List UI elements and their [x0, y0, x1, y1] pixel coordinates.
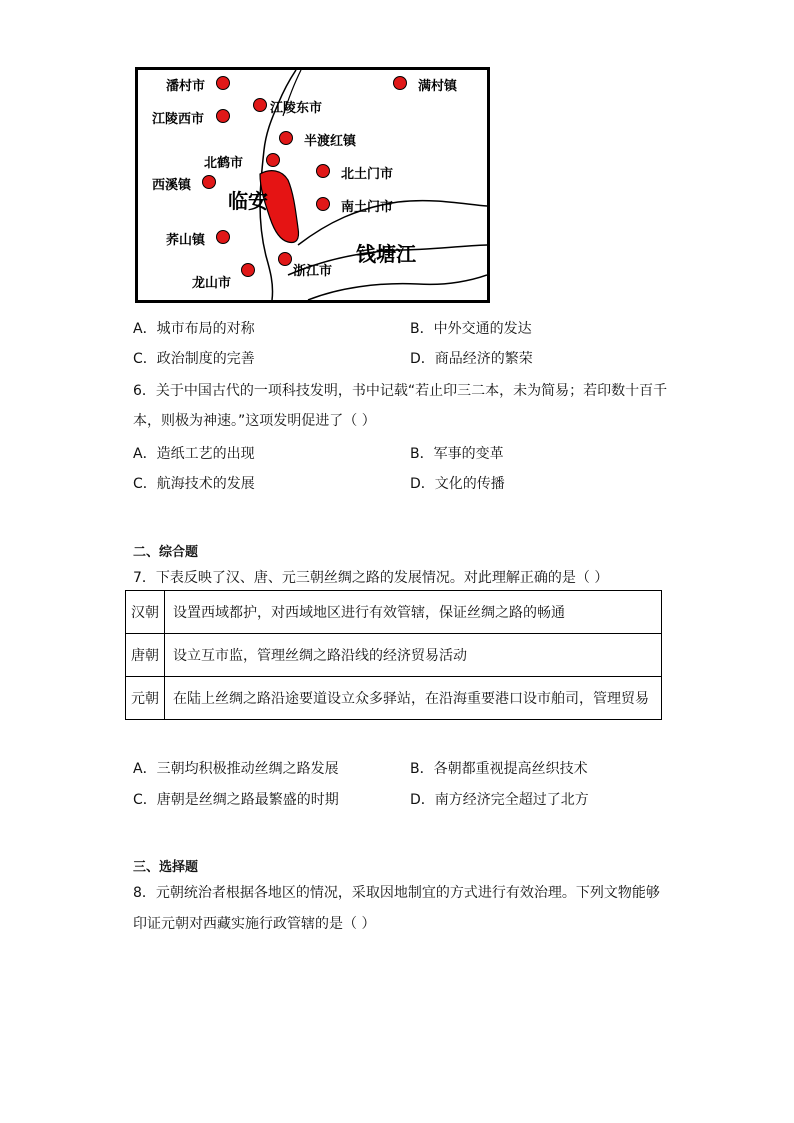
label-bandu: 半渡红镇 [304, 134, 357, 149]
q7-option-c: C．唐朝是丝绸之路最繁盛的时期 [133, 792, 339, 808]
label-xixi: 西溪镇 [152, 178, 192, 193]
label-linan: 临安 [228, 189, 268, 213]
q6-option-b: B．军事的变革 [410, 446, 504, 462]
label-beihe: 北鹤市 [204, 156, 244, 171]
q5-option-d: D．商品经济的繁荣 [410, 351, 533, 367]
content-cell: 设置西域都护，对西域地区进行有效管辖，保证丝绸之路的畅通 [165, 591, 662, 634]
dot-jiangling-xi [217, 110, 230, 123]
dot-mancun [394, 77, 407, 90]
q6-option-c: C．航海技术的发展 [133, 476, 255, 492]
content-cell: 在陆上丝绸之路沿途要道设立众多驿站，在沿海重要港口设市舶司，管理贸易 [165, 677, 662, 720]
q7-option-b: B．各朝都重视提高丝织技术 [410, 761, 588, 777]
dot-beihe [267, 154, 280, 167]
q7-stem: 7．下表反映了汉、唐、元三朝丝绸之路的发展情况。对此理解正确的是（ ） [133, 570, 609, 586]
label-nantumen: 南土门市 [341, 200, 394, 215]
table-row [126, 634, 662, 677]
label-beitumen: 北土门市 [341, 167, 394, 182]
qiantang-south-bank [308, 275, 487, 300]
q6-stem-line1: 6．关于中国古代的一项科技发明，书中记载“若止印三二本，未为简易；若印数十百千 [133, 383, 668, 399]
dynasty-cell: 元朝 [126, 677, 165, 720]
q8-stem-line1: 8．元朝统治者根据各地区的情况，采取因地制宜的方式进行有效治理。下列文物能够 [133, 885, 660, 901]
q5-option-c: C．政治制度的完善 [133, 351, 255, 367]
dot-bandu [280, 132, 293, 145]
label-jiangling-xi: 江陵西市 [152, 112, 205, 127]
label-jiangling-dong: 江陵东市 [270, 101, 323, 116]
section-heading-3: 三、选择题 [133, 860, 199, 875]
dot-nantumen [317, 198, 330, 211]
table-row [126, 591, 662, 634]
label-pancun: 潘村市 [166, 79, 206, 94]
label-fangshan: 荞山镇 [166, 233, 206, 248]
q7-option-a: A．三朝均积极推动丝绸之路发展 [133, 761, 339, 777]
table-row [126, 677, 662, 720]
dot-fangshan [217, 231, 230, 244]
dot-zhejiang [279, 253, 292, 266]
q7-table [125, 590, 662, 720]
q5-option-a: A．城市布局的对称 [133, 321, 255, 337]
dot-pancun [217, 77, 230, 90]
linan-map [135, 67, 490, 303]
q8-stem-line2: 印证元朝对西藏实施行政管辖的是（ ） [133, 916, 376, 932]
dynasty-cell: 唐朝 [126, 634, 165, 677]
q6-option-d: D．文化的传播 [410, 476, 505, 492]
q6-option-a: A．造纸工艺的出现 [133, 446, 255, 462]
q5-option-b: B．中外交通的发达 [410, 321, 532, 337]
label-longshan: 龙山市 [192, 276, 232, 291]
q7-option-d: D．南方经济完全超过了北方 [410, 792, 589, 808]
section-heading-2: 二、综合题 [133, 545, 199, 560]
dot-jiangling-dong [254, 99, 267, 112]
dynasty-cell: 汉朝 [126, 591, 165, 634]
content-cell: 设立互市监，管理丝绸之路沿线的经济贸易活动 [165, 634, 662, 677]
label-zhejiang: 浙江市 [293, 264, 333, 279]
q6-stem-line2: 本，则极为神速。”这项发明促进了（ ） [133, 413, 376, 429]
label-mancun: 满村镇 [418, 79, 458, 94]
dot-beitumen [317, 165, 330, 178]
dot-longshan [242, 264, 255, 277]
label-qiantang: 钱塘江 [356, 242, 416, 266]
dot-xixi [203, 176, 216, 189]
